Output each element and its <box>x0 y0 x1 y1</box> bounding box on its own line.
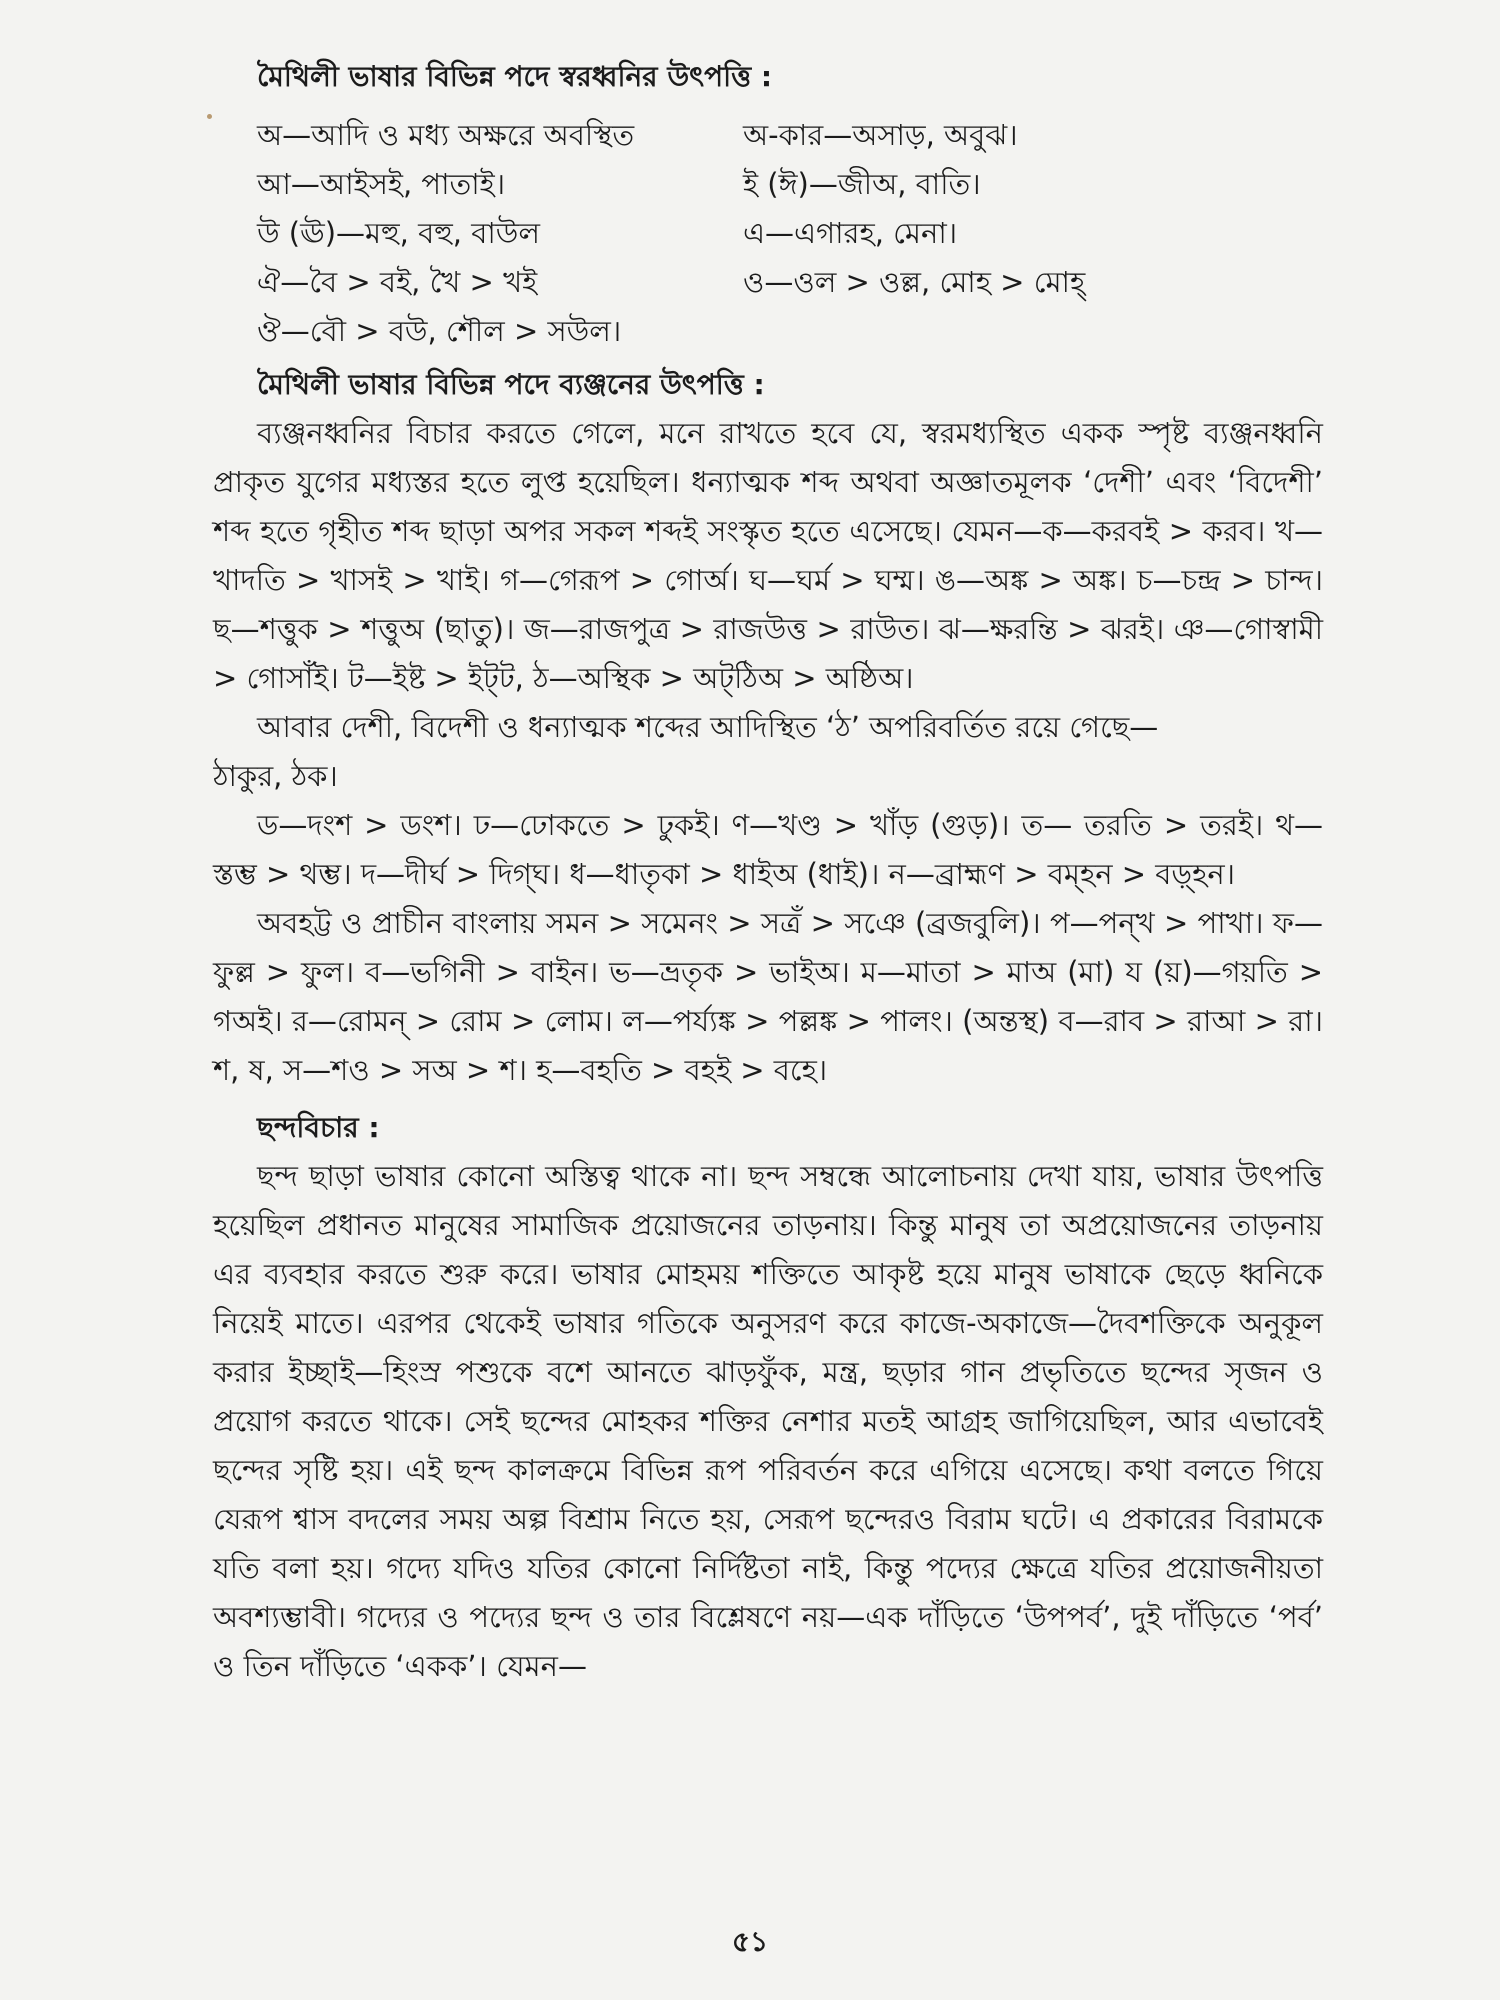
paragraph-thha-line2: ঠাকুর, ঠক। <box>213 759 338 793</box>
page-number: ৫১ <box>731 1925 769 1958</box>
vowel-example: ই (ঈ)—জীঅ, বাতি। <box>743 167 981 201</box>
paragraph-prosody: ছন্দ ছাড়া ভাষার কোনো অস্তিত্ব থাকে না। ছন্দ সম্বন্ধে আলোচনায় দেখা যায়, ভাষার উৎপত্তি হয়েছিল প্রধানত মানুষের সামাজিক প্রয়োজনের তাড়নায়। কিন্তু মানুষ তা অপ্রয়োজনের তাড়নায় এর ব্যবহার করতে শুরু করে। ভাষার মোহময় শক্তিতে আকৃষ্ট হয়ে মানুষ ভাষাকে ছেড়ে ধ্বনিকে নিয়েই মাতে। এরপর থেকেই ভাষার গতিকে অনুসরণ করে কাজে-অকাজে—দৈবশক্তিকে অনুকূল করার ইচ্ছাই—হিংস্র পশুকে বশে আনতে ঝাড়ফুঁক, মন্ত্র, ছড়ার গান প্রভৃতিতে ছন্দের সৃজন ও প্রয়োগ করতে থাকে। সেই ছন্দের মোহকর শক্তির নেশার মতই আগ্রহ জাগিয়েছিল, আর এভাবেই ছন্দের সৃষ্টি হয়। এই ছন্দ কালক্রমে বিভিন্ন রূপ পরিবর্তন করে এগিয়ে এসেছে। কথা বলতে গিয়ে যেরূপ শ্বাস বদলের সময় অল্প বিশ্রাম নিতে হয়, সেরূপ ছন্দেরও বিরাম ঘটে। এ প্রকারের বিরামকে যতি বলা হয়। গদ্যে যদিও যতির কোনো নির্দিষ্টতা নাই, কিন্তু পদ্যের ক্ষেত্রে যতির প্রয়োজনীয়তা অবশ্যম্ভাবী। গদ্যের ও পদ্যের ছন্দ ও তার বিশ্লেষণে নয়—এক দাঁড়িতে ‘উপপর্ব’, দুই দাঁড়িতে ‘পর্ব’ ও তিন দাঁড়িতে ‘একক’। যেমন— <box>213 1159 1323 1683</box>
vowel-example: উ (ঊ)—মহু, বহু, বাউল <box>257 216 540 250</box>
vowel-example: ঐ—বৈ > বই, খৈ > খই <box>257 265 538 299</box>
vowel-examples <box>213 111 1323 356</box>
vowel-example: আ—আইসই, পাতাই। <box>257 167 506 201</box>
vowel-example: অ-কার—অসাড়, অবুঝ। <box>743 118 1018 152</box>
paragraph-dental-examples: ড—দংশ > ডংশ। ঢ—ঢোকতে > ঢুকই। ণ—খণ্ড > খাঁড় (গুড়)। ত— তরতি > তরই। থ—স্তম্ভ > থম্ভ। দ—দীর্ঘ > দিগ্‌ঘ। ধ—ধাতৃকা > ধাইঅ (ধাই)। ন—ব্রাহ্মণ > বম্‌হন > বড়্‌হন। <box>213 808 1323 891</box>
paragraph-thha-line1: আবার দেশী, বিদেশী ও ধন্যাত্মক শব্দের আদিস্থিত ‘ঠ’ অপরিবর্তিত রয়ে গেছে— <box>257 710 1159 744</box>
heading-consonant-origin: মৈথিলী ভাষার বিভিন্ন পদে ব্যঞ্জনের উৎপত্তি : <box>257 368 765 401</box>
scan-speck <box>207 114 212 119</box>
paragraph-consonant-intro: ব্যঞ্জনধ্বনির বিচার করতে গেলে, মনে রাখতে হবে যে, স্বরমধ্যস্থিত একক স্পৃষ্ট ব্যঞ্জনধ্বনি প্রাকৃত যুগের মধ্যস্তর হতে লুপ্ত হয়েছিল। ধন্যাত্মক শব্দ অথবা অজ্ঞাতমূলক ‘দেশী’ এবং ‘বিদেশী’ শব্দ হতে গৃহীত শব্দ ছাড়া অপর সকল শব্দই সংস্কৃত হতে এসেছে। যেমন—ক—করবই > করব। খ—খাদতি > খাসই > খাই। গ—গেরূপ > গোর্অ। ঘ—ঘর্ম > ঘম্ম। ঙ—অঙ্ক > অঙ্ক। চ—চন্দ্র > চান্দ। ছ—শত্তুক > শত্তুঅ (ছাতু)। জ—রাজপুত্র > রাজউত্ত > রাউত। ঝ—ক্ষরন্তি > ঝরই। ঞ—গোস্বামী > গোসাঁই। ট—ইষ্ট > ইট্‌ট, ঠ—অস্থিক > অট্‌ঠিঅ > অষ্ঠিঅ। <box>213 416 1323 695</box>
heading-vowel-origin: মৈথিলী ভাষার বিভিন্ন পদে স্বরধ্বনির উৎপত্তি : <box>257 60 773 93</box>
vowel-example: ও—ওল > ওল্ল, মোহ > মোহ্ <box>743 265 1086 299</box>
page-content <box>213 52 1323 1691</box>
paragraph-labial-examples: অবহট্ট ও প্রাচীন বাংলায় সমন > সমেনং > সত্রঁ > সঞে (ব্রজবুলি)। প—পন্‌খ > পাখা। ফ—ফুল্ল > ফুল। ব—ভগিনী > বাইন। ভ—ভ্রতৃক > ভাইঅ। ম—মাতা > মাঅ (মা) য (য়)—গয়তি > গঅই। র—রোমন্‌ > রোম > লোম। ল—পর্য্যঙ্ক > পল্লঙ্ক > পালং। (অন্তস্থ) ব—রাব > রাআ > রা। শ, ষ, স—শও > সঅ > শ। হ—বহতি > বহই > বহে। <box>213 906 1323 1087</box>
heading-prosody: ছন্দবিচার : <box>257 1111 380 1144</box>
vowel-example: অ—আদি ও মধ্য অক্ষরে অবস্থিত <box>257 118 635 152</box>
vowel-example: ঔ—বৌ > বউ, শৌল > সউল। <box>257 314 622 348</box>
vowel-example <box>743 307 1323 356</box>
vowel-example: এ—এগারহ, মেনা। <box>743 216 958 250</box>
